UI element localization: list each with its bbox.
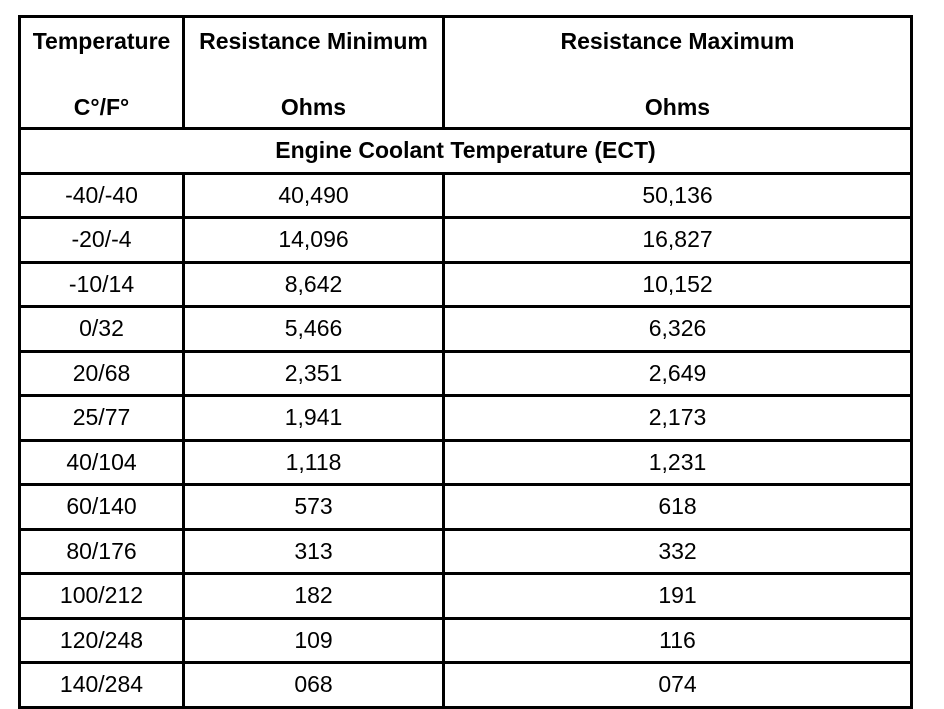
resistance-minimum-header	[184, 17, 444, 129]
resistance-maximum-cell: 50,136	[444, 173, 912, 218]
table-row	[20, 529, 912, 574]
resistance-minimum-cell: 182	[184, 574, 444, 619]
temperature-cell: 25/77	[20, 396, 184, 441]
temperature-cell: 140/284	[20, 663, 184, 708]
resistance-maximum-cell: 191	[444, 574, 912, 619]
resistance-minimum-cell: 40,490	[184, 173, 444, 218]
resistance-minimum-cell: 313	[184, 529, 444, 574]
temperature-cell: 20/68	[20, 351, 184, 396]
resistance-minimum-header-unit: Ohms	[280, 94, 347, 120]
resistance-maximum-cell: 1,231	[444, 440, 912, 485]
resistance-maximum-cell: 2,173	[444, 396, 912, 441]
table-row	[20, 618, 912, 663]
temperature-cell: 80/176	[20, 529, 184, 574]
temperature-cell: 60/140	[20, 485, 184, 530]
resistance-minimum-cell: 573	[184, 485, 444, 530]
table-row	[20, 574, 912, 619]
temperature-header	[20, 17, 184, 129]
resistance-maximum-cell: 16,827	[444, 218, 912, 263]
table-row	[20, 396, 912, 441]
table-row	[20, 440, 912, 485]
resistance-minimum-cell: 5,466	[184, 307, 444, 352]
resistance-maximum-cell: 2,649	[444, 351, 912, 396]
table-row	[20, 262, 912, 307]
resistance-maximum-cell: 332	[444, 529, 912, 574]
section-row	[20, 129, 912, 174]
temperature-cell: 0/32	[20, 307, 184, 352]
header-row	[20, 17, 912, 129]
table-row	[20, 485, 912, 530]
temperature-cell: 40/104	[20, 440, 184, 485]
resistance-minimum-cell: 109	[184, 618, 444, 663]
table-row	[20, 351, 912, 396]
temperature-cell: -20/-4	[20, 218, 184, 263]
temperature-cell: 100/212	[20, 574, 184, 619]
temperature-header-unit: C°/F°	[73, 94, 130, 120]
table-body	[20, 129, 912, 708]
resistance-maximum-header-unit: Ohms	[644, 94, 711, 120]
temperature-cell: -40/-40	[20, 173, 184, 218]
resistance-maximum-cell: 074	[444, 663, 912, 708]
resistance-maximum-header-title: Resistance Maximum	[560, 28, 795, 54]
resistance-maximum-header	[444, 17, 912, 129]
resistance-minimum-cell: 8,642	[184, 262, 444, 307]
table-row	[20, 173, 912, 218]
resistance-minimum-cell: 2,351	[184, 351, 444, 396]
resistance-maximum-cell: 6,326	[444, 307, 912, 352]
resistance-maximum-cell: 10,152	[444, 262, 912, 307]
table-row	[20, 218, 912, 263]
temperature-cell: -10/14	[20, 262, 184, 307]
ect-resistance-table	[18, 15, 913, 709]
resistance-maximum-cell: 116	[444, 618, 912, 663]
table-row	[20, 307, 912, 352]
temperature-header-title: Temperature	[32, 28, 171, 54]
resistance-minimum-cell: 1,941	[184, 396, 444, 441]
table-row	[20, 663, 912, 708]
resistance-minimum-cell: 068	[184, 663, 444, 708]
resistance-minimum-cell: 14,096	[184, 218, 444, 263]
section-title: Engine Coolant Temperature (ECT)	[20, 129, 912, 174]
resistance-minimum-header-title: Resistance Minimum	[199, 28, 428, 54]
temperature-cell: 120/248	[20, 618, 184, 663]
resistance-maximum-cell: 618	[444, 485, 912, 530]
resistance-minimum-cell: 1,118	[184, 440, 444, 485]
table-header	[20, 17, 912, 129]
